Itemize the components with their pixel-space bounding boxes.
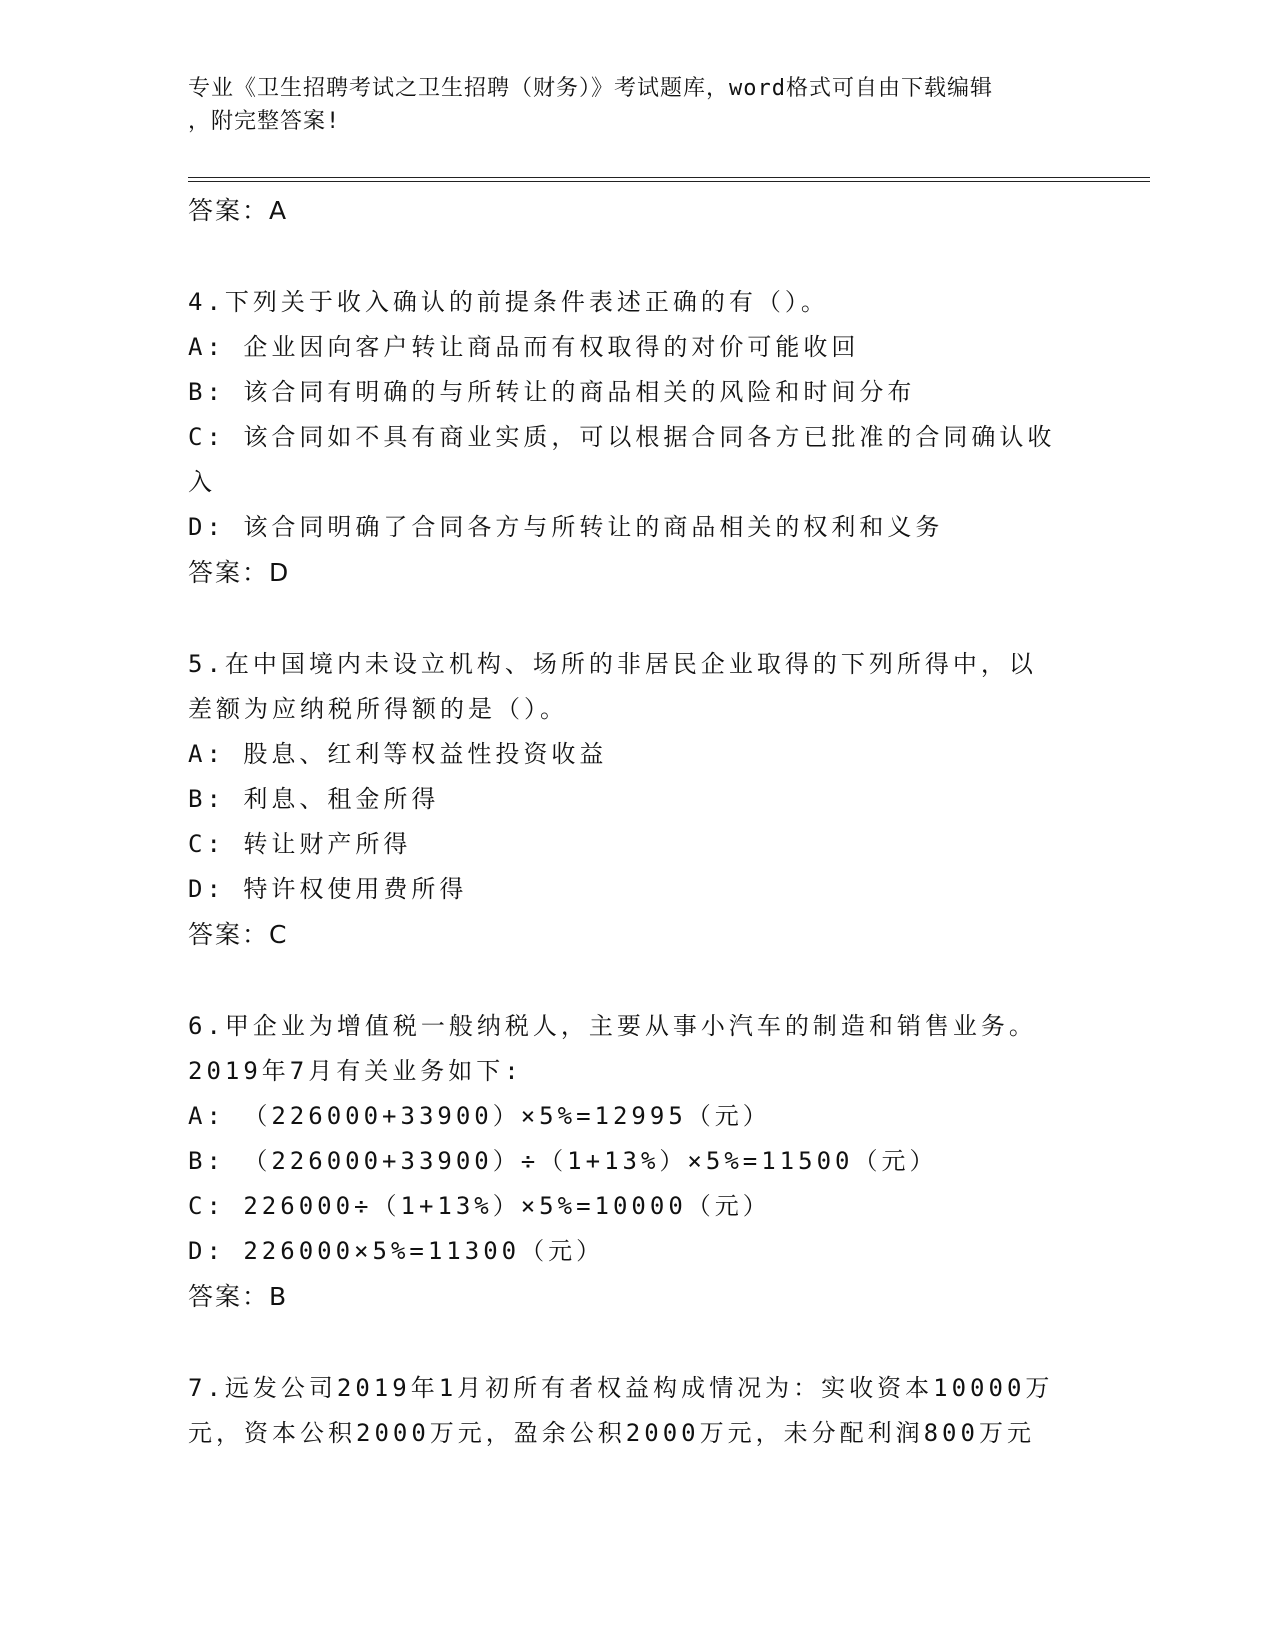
header-divider-bottom xyxy=(188,181,1150,182)
question-block xyxy=(188,1004,1088,1319)
question-text-line: 7.远发公司2019年1月初所有者权益构成情况为：实收资本10000万 xyxy=(188,1374,1054,1402)
option-line: 入 xyxy=(188,468,216,496)
answer-line: 答案：D xyxy=(188,558,291,587)
option-line: A: 企业因向客户转让商品而有权取得的对价可能收回 xyxy=(188,333,860,361)
question-gap xyxy=(188,595,1088,642)
option-line: B: （226000+33900）÷（1+13%）×5%=11500（元） xyxy=(188,1147,938,1175)
option-line: A: 股息、红利等权益性投资收益 xyxy=(188,740,608,768)
question-gap xyxy=(188,1319,1088,1366)
question-block xyxy=(188,280,1088,595)
question-text-line: 6.甲企业为增值税一般纳税人，主要从事小汽车的制造和销售业务。 xyxy=(188,1012,1037,1040)
option-line: C: 转让财产所得 xyxy=(188,830,412,858)
question-text-line: 元，资本公积2000万元，盈余公积2000万元，未分配利润800万元 xyxy=(188,1419,1035,1447)
document-body xyxy=(188,188,1088,1456)
question-text-line: 5.在中国境内未设立机构、场所的非居民企业取得的下列所得中，以 xyxy=(188,650,1037,678)
option-line: B: 该合同有明确的与所转让的商品相关的风险和时间分布 xyxy=(188,378,916,406)
answer-line: 答案：C xyxy=(188,920,289,949)
question-text-line: 4.下列关于收入确认的前提条件表述正确的有（）。 xyxy=(188,288,829,316)
answer-line: 答案：B xyxy=(188,1282,289,1311)
option-line: B: 利息、租金所得 xyxy=(188,785,440,813)
question-text-line: 2019年7月有关业务如下: xyxy=(188,1057,523,1085)
option-line: D: 该合同明确了合同各方与所转让的商品相关的权利和义务 xyxy=(188,513,944,541)
option-line: A: （226000+33900）×5%=12995（元） xyxy=(188,1102,771,1130)
question-block xyxy=(188,1366,1088,1456)
question-text-line: 差额为应纳税所得额的是（）。 xyxy=(188,695,568,723)
page-header xyxy=(188,72,1068,138)
question-block xyxy=(188,642,1088,957)
header-line-1: 专业《卫生招聘考试之卫生招聘（财务）》考试题库，word格式可自由下载编辑 xyxy=(188,76,993,101)
header-divider-top xyxy=(188,177,1150,178)
answer-line: 答案：A xyxy=(188,196,289,225)
question-gap xyxy=(188,957,1088,1004)
option-line: C: 该合同如不具有商业实质，可以根据合同各方已批准的合同确认收 xyxy=(188,423,1056,451)
option-line: C: 226000÷（1+13%）×5%=10000（元） xyxy=(188,1192,771,1220)
option-line: D: 226000×5%=11300（元） xyxy=(188,1237,605,1265)
header-line-2: ，附完整答案! xyxy=(188,109,341,134)
question-gap xyxy=(188,233,1088,280)
option-line: D: 特许权使用费所得 xyxy=(188,875,468,903)
